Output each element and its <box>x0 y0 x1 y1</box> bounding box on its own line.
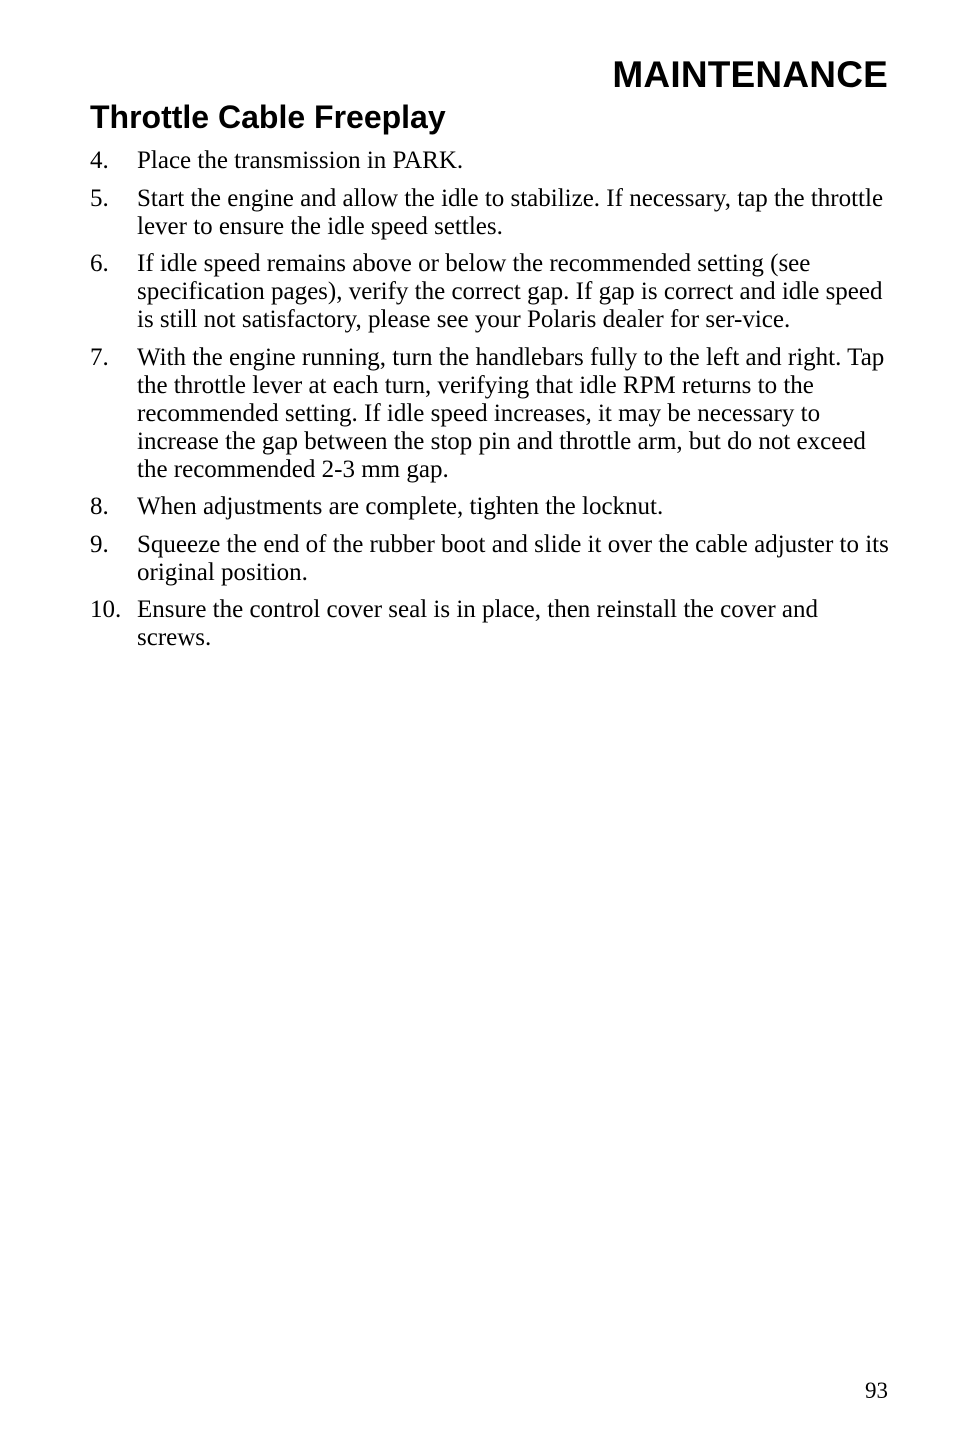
step-text: Ensure the control cover seal is in place, then reinstall the cover and screws. <box>137 596 818 651</box>
step-text: Start the engine and allow the idle to stabilize. If necessary, tap the throttle lever to ensure the idle speed settles. <box>137 184 884 240</box>
step-number: 5. <box>90 184 109 212</box>
page-number: 93 <box>865 1378 888 1403</box>
step-item <box>90 185 890 241</box>
step-item <box>90 531 890 587</box>
step-text: If idle speed remains above or below the recommended setting (see specification pages), verify the correct gap. If gap is correct and idle speed is still not satisfactory, please see your Polaris dealer for ser-vice. <box>137 250 883 333</box>
step-text: Squeeze the end of the rubber boot and slide it over the cable adjuster to its original position. <box>137 530 889 586</box>
step-number: 7. <box>90 343 109 371</box>
step-text: With the engine running, turn the handlebars fully to the left and right. Tap the throttle lever at each turn, verifying that idle RPM returns to the recommended setting. If idle speed increases, it may be necessary to increase the gap between the stop pin and throttle arm, but do not exceed the recommended 2-3 mm gap. <box>137 343 885 483</box>
step-item <box>90 493 890 521</box>
step-item <box>90 596 890 652</box>
step-item <box>90 250 890 334</box>
procedure-steps <box>90 147 890 662</box>
step-number: 9. <box>90 530 109 558</box>
step-number: 10. <box>90 596 122 623</box>
section-title: MAINTENANCE <box>612 54 888 95</box>
step-item <box>90 344 890 484</box>
page-subheading: Throttle Cable Freeplay <box>90 99 446 135</box>
step-text: When adjustments are complete, tighten the locknut. <box>137 493 664 520</box>
step-text: Place the transmission in PARK. <box>137 147 464 174</box>
step-number: 8. <box>90 493 109 520</box>
step-number: 6. <box>90 250 109 277</box>
step-number: 4. <box>90 147 109 174</box>
step-item <box>90 147 890 175</box>
